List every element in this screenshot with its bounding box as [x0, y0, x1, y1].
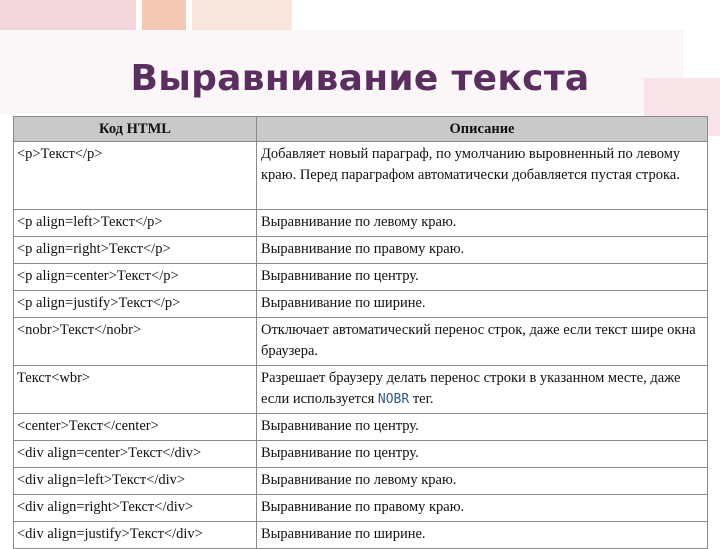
table-row: [14, 522, 708, 549]
code-cell: <center>Текст</center>: [14, 414, 257, 441]
code-cell: <div align=right>Текст</div>: [14, 495, 257, 522]
table-row: [14, 142, 708, 210]
table-row: [14, 237, 708, 264]
nobr-code-inline: NOBR: [377, 392, 410, 407]
description-cell: Выравнивание по ширине.: [257, 522, 708, 549]
code-cell: <div align=left>Текст</div>: [14, 468, 257, 495]
description-cell: Отключает автоматический перенос строк, даже если текст шире окна браузера.: [257, 318, 708, 366]
column-header-description: Описание: [257, 117, 708, 142]
description-cell: [257, 366, 708, 414]
description-cell: Выравнивание по правому краю.: [257, 237, 708, 264]
description-cell: Выравнивание по центру.: [257, 264, 708, 291]
code-cell: <nobr>Текст</nobr>: [14, 318, 257, 366]
code-cell: Текст<wbr>: [14, 366, 257, 414]
page-title: Выравнивание текста: [130, 58, 590, 99]
description-cell: Выравнивание по правому краю.: [257, 495, 708, 522]
code-cell: <div align=center>Текст</div>: [14, 441, 257, 468]
table-row: [14, 291, 708, 318]
column-header-code: Код HTML: [14, 117, 257, 142]
description-cell: Выравнивание по центру.: [257, 441, 708, 468]
code-cell: <p align=justify>Текст</p>: [14, 291, 257, 318]
description-cell: Выравнивание по центру.: [257, 414, 708, 441]
description-cell: Выравнивание по левому краю.: [257, 210, 708, 237]
table-row: [14, 468, 708, 495]
code-cell: <p align=right>Текст</p>: [14, 237, 257, 264]
table-header-row: [14, 117, 708, 142]
table-row: [14, 210, 708, 237]
table-row: [14, 441, 708, 468]
table-row: [14, 318, 708, 366]
table-row: [14, 264, 708, 291]
description-cell: Добавляет новый параграф, по умолчанию выровненный по левому краю. Перед параграфом автоматически добавляется пустая строка.: [257, 142, 708, 210]
description-text: Разрешает браузеру делать перенос строки в указанном месте, даже если используется: [261, 370, 681, 407]
code-cell: <div align=justify>Текст</div>: [14, 522, 257, 549]
html-alignment-table: [13, 116, 708, 549]
code-cell: <p>Текст</p>: [14, 142, 257, 210]
description-cell: Выравнивание по ширине.: [257, 291, 708, 318]
code-cell: <p align=left>Текст</p>: [14, 210, 257, 237]
table-row: [14, 414, 708, 441]
description-text: тег.: [409, 391, 434, 407]
code-cell: <p align=center>Текст</p>: [14, 264, 257, 291]
table-row: [14, 366, 708, 414]
table-row: [14, 495, 708, 522]
description-cell: Выравнивание по левому краю.: [257, 468, 708, 495]
